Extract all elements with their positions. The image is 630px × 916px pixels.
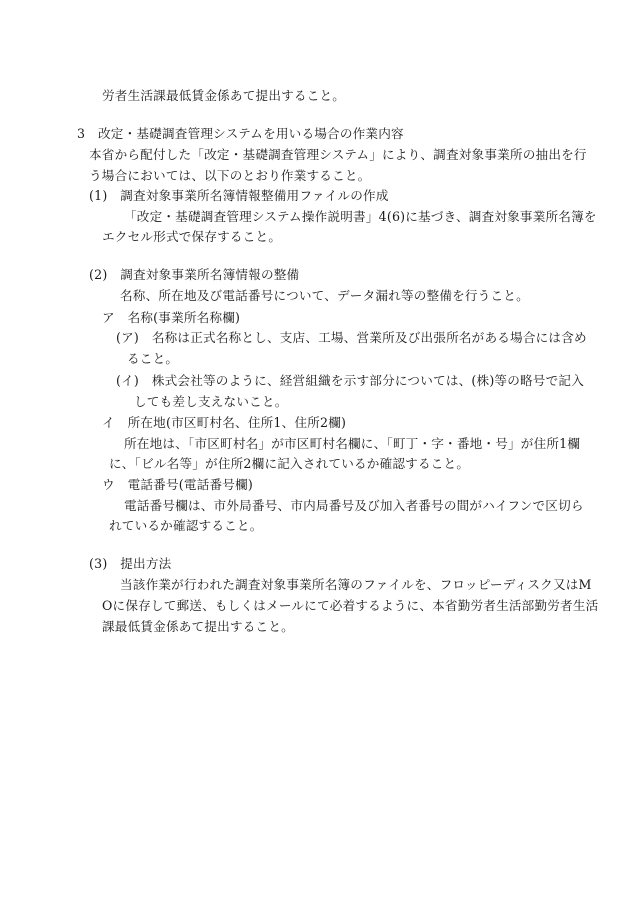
paragraph-line: 名称、所在地及び電話番号について、データ漏れ等の整備を行うこと。 [120, 288, 529, 303]
text-line-carryover: 労者生活課最低賃金係あて提出すること。 [102, 88, 346, 103]
paragraph-line: 課最低賃金係あて提出すること。 [102, 619, 294, 634]
paragraph-line: れているか確認すること。 [109, 518, 263, 533]
paragraph-line: ること。 [127, 351, 179, 366]
section-heading-3: 3 改定・基礎調査管理システムを用いる場合の作業内容 [77, 126, 404, 141]
paragraph-line: 「改定・基礎調査管理システム操作説明書」4(6)に基づき、調査対象事業所名簿を [124, 209, 597, 224]
subsection-heading-2: (2) 調査対象事業所名簿情報の整備 [89, 267, 300, 282]
paragraph-line: 本省から配付した「改定・基礎調査管理システム」により、調査対象事業所の抽出を行 [89, 147, 587, 162]
paragraph-line: 電話番号欄は、市外局番号、市内局番号及び加入者番号の間がハイフンで区切ら [124, 498, 584, 513]
paragraph-line: Oに保存して郵送、もしくはメールにて必着するように、本省勤労者生活部勤労者生活 [102, 598, 599, 613]
subsection-heading-1: (1) 調査対象事業所名簿情報整備用ファイルの作成 [89, 188, 389, 203]
subsection-heading-3: (3) 提出方法 [89, 556, 172, 571]
item-heading-i: イ 所在地(市区町村名、住所1、住所2欄) [102, 415, 347, 430]
sub-item-a-1: (ア) 名称は正式名称とし、支店、工場、営業所及び出張所名がある場合には含め [116, 330, 587, 345]
paragraph-line: しても差し支えないこと。 [134, 394, 288, 409]
sub-item-a-2: (イ) 株式会社等のように、経営組織を示す部分については、(株)等の略号で記入 [116, 373, 584, 388]
paragraph-line: う場合においては、以下のとおり作業すること。 [89, 168, 371, 183]
paragraph-line: 当該作業が行われた調査対象事業所名簿のファイルを、フロッピーディスク又はM [120, 577, 592, 592]
item-heading-a: ア 名称(事業所名称欄) [102, 310, 241, 325]
paragraph-line: に、「ビル名等」が住所2欄に記入されているか確認すること。 [109, 456, 470, 471]
paragraph-line: 所在地は、「市区町村名」が市区町村名欄に、「町丁・字・番地・号」が住所1欄 [124, 436, 581, 451]
item-heading-u: ウ 電話番号(電話番号欄) [102, 477, 253, 492]
paragraph-line: エクセル形式で保存すること。 [102, 229, 282, 244]
